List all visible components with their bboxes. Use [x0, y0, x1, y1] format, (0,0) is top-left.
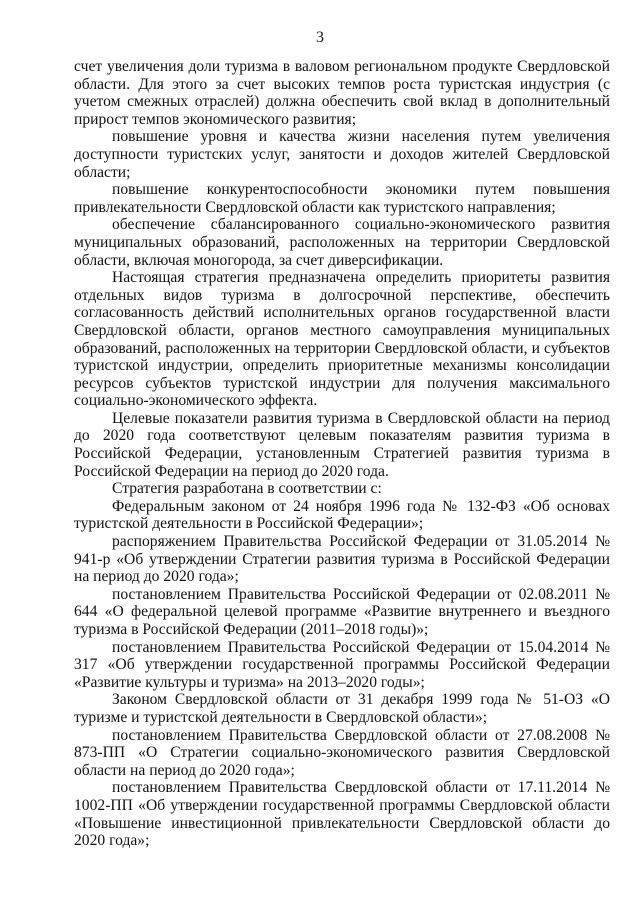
paragraph: Федеральным законом от 24 ноября 1996 года № 132-ФЗ «Об основах туристской деятельности в Российской Федерации»;: [74, 497, 610, 533]
paragraph: распоряжением Правительства Российской Федерации от 31.05.2014 № 941-р «Об утверждении Стратегии развития туризма в Российской Федерации на период до 2020 года»;: [74, 533, 610, 586]
paragraph: постановлением Правительства Свердловской области от 17.11.2014 № 1002-ПП «Об утверждении государственной программы Свердловской области «Повышение инвестиционной привлекательности Свердловской области до 2020 года»;: [74, 779, 610, 850]
paragraph: постановлением Правительства Российской Федерации от 02.08.2011 № 644 «О федеральной целевой программе «Развитие внутреннего и въездного туризма в Российской Федерации (2011–2018 годы)»;: [74, 585, 610, 638]
paragraph: Настоящая стратегия предназначена определить приоритеты развития отдельных видов туризма в долгосрочной перспективе, обеспечить согласованность действий исполнительных органов государственной власти Свердловской области, органов местного самоуправления муниципальных образований, расположенных на территории Свердловской области, и субъектов туристской индустрии, определить приоритетные механизмы консолидации ресурсов субъектов туристской индустрии для получения максимального социально-экономического эффекта.: [74, 269, 610, 410]
paragraph: Законом Свердловской области от 31 декабря 1999 года № 51-ОЗ «О туризме и туристской деятельности в Свердловской области»;: [74, 691, 610, 726]
paragraph: повышение конкурентоспособности экономики путем повышения привлекательности Свердловской области как туристского направления;: [74, 181, 610, 216]
paragraph: обеспечение сбалансированного социально-экономического развития муниципальных образований, расположенных на территории Свердловской области, включая моногорода, за счет диверсификации.: [74, 216, 610, 269]
document-body: [74, 58, 610, 850]
paragraph: повышение уровня и качества жизни населения путем увеличения доступности туристских услуг, занятости и доходов жителей Свердловской области;: [74, 128, 610, 181]
paragraph: постановлением Правительства Российской Федерации от 15.04.2014 № 317 «Об утверждении государственной программы Российской Федерации «Развитие культуры и туризма» на 2013–2020 годы»;: [74, 638, 610, 691]
paragraph: Стратегия разработана в соответствии с:: [112, 480, 382, 498]
page-number: 3: [316, 29, 324, 46]
paragraph: Целевые показатели развития туризма в Свердловской области на период до 2020 года соответствуют целевым показателям развития туризма в Российской Федерации, установленным Стратегией развития туризма в Российской Федерации на период до 2020 года.: [74, 409, 610, 480]
paragraph-continuation: счет увеличения доли туризма в валовом региональном продукте Свердловской области. Для этого за счет высоких темпов роста туристская индустрия (с учетом смежных отраслей) должна обеспечить свой вклад в дополнительный прирост темпов экономического развития;: [74, 58, 610, 128]
paragraph: постановлением Правительства Свердловской области от 27.08.2008 № 873-ПП «О Стратегии социально-экономического развития Свердловской области на период до 2020 года»;: [74, 726, 610, 779]
